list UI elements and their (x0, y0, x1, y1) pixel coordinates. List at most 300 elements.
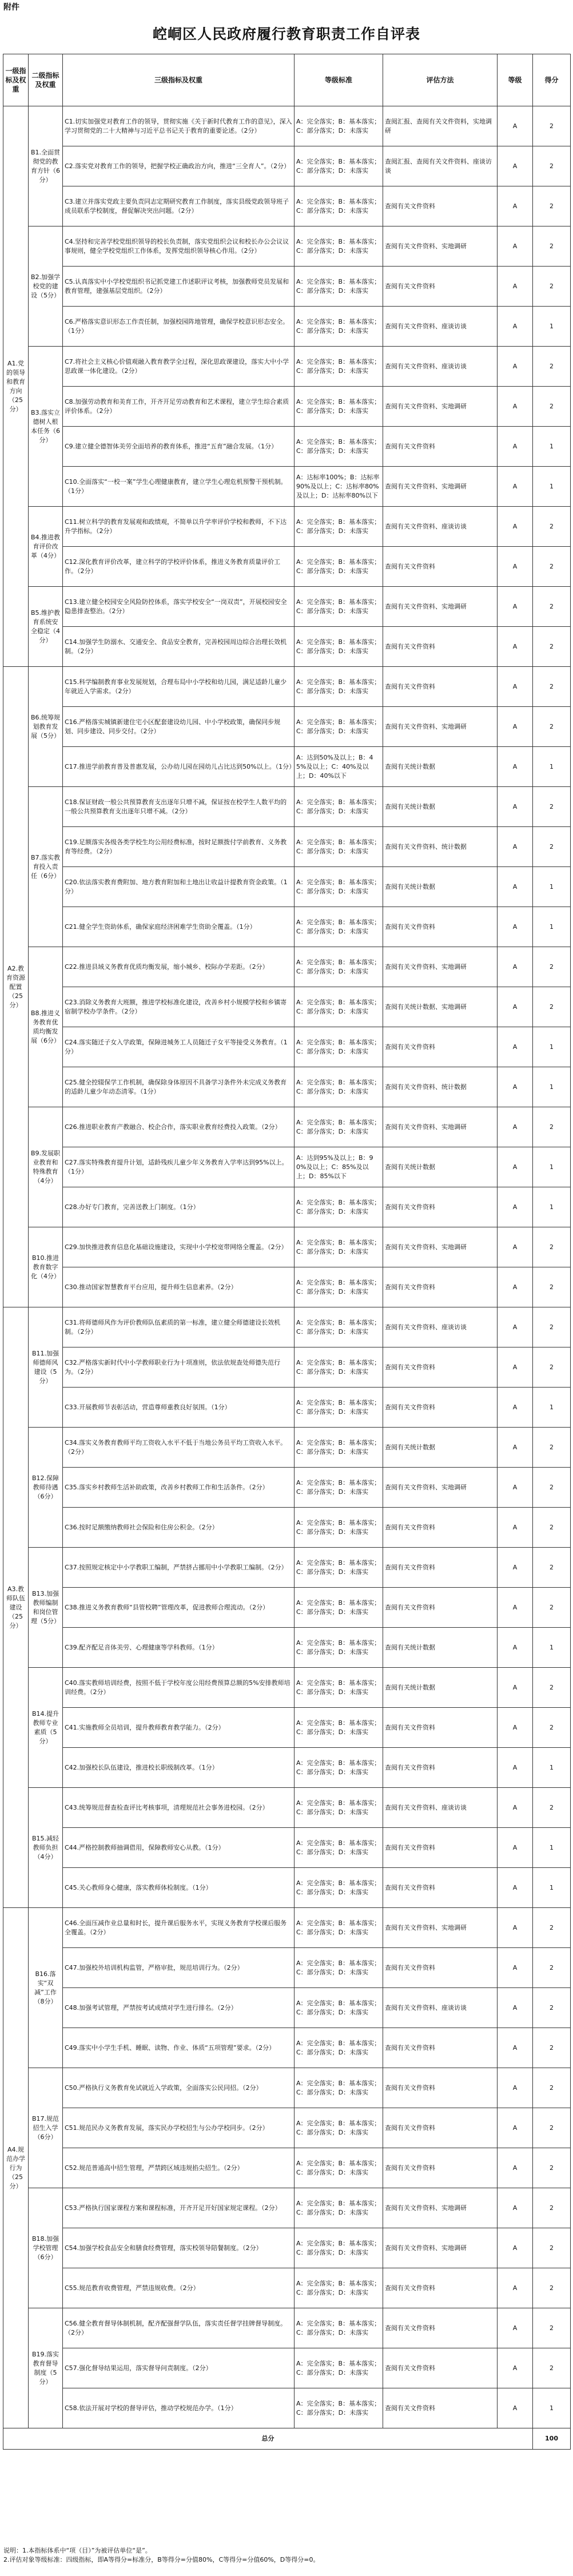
grade-standard: A：完全落实；B：基本落实；C：部分落实；D：未落实 (295, 587, 383, 627)
score-value: 2 (533, 186, 571, 226)
evaluation-method: 查阅有关文件资料 (383, 1187, 498, 1227)
grade-standard: A：完全落实；B：基本落实；C：部分落实；D：未落实 (295, 1908, 383, 1948)
score-value: 2 (533, 2348, 571, 2388)
grade-value: A (498, 427, 533, 467)
grade-standard: A：完全落实；B：基本落实；C：部分落实；D：未落实 (295, 1588, 383, 1628)
level3-indicator: C48.加强考试管理，严禁按考试成绩对学生进行排名。（2分） (63, 1988, 295, 2028)
table-row (3, 387, 571, 427)
level3-indicator: C29.加快推进教育信息化基础设施建设，实现中小学校宽带网络全覆盖。（2分） (63, 1227, 295, 1267)
level3-indicator: C37.按照规定核定中小学教职工编制，严禁挤占挪用中小学教职工编制。（2分） (63, 1548, 295, 1588)
grade-value: A (498, 186, 533, 226)
score-value: 2 (533, 226, 571, 267)
table-row (3, 1428, 571, 1468)
table-row (3, 1548, 571, 1588)
level2-indicator: B5.维护教育系统安全稳定（4分） (29, 587, 63, 667)
grade-value: A (498, 947, 533, 987)
evaluation-method: 查阅有关文件资料、实地调研 (383, 226, 498, 267)
level3-indicator: C10.全面落实“一校一案”学生心理健康教育，建立学生心理危机预警干预机制。（1分） (63, 467, 295, 507)
evaluation-method: 查阅有关统计数据 (383, 867, 498, 907)
page-title: 崆峒区人民政府履行教育职责工作自评表 (152, 26, 420, 42)
level3-indicator: C20.依法落实教育费附加、地方教育附加和土地出让收益计提教育资金政策。（1分） (63, 867, 295, 907)
level3-indicator: C6.严格落实意识形态工作责任制，加强校园阵地管理，确保学校意识形态安全。（1分） (63, 307, 295, 347)
score-value: 2 (533, 1468, 571, 1508)
grade-standard: A：完全落实；B：基本落实；C：部分落实；D：未落实 (295, 1067, 383, 1107)
grade-standard: A：完全落实；B：基本落实；C：部分落实；D：未落实 (295, 1027, 383, 1067)
table-row (3, 1388, 571, 1428)
level3-indicator: C1.切实加强党对教育工作的领导，贯彻实施《关于新时代教育工作的意见》，深入学习贯彻党的二十大精神与习近平总书记关于教育的重要论述。（2分） (63, 106, 295, 146)
level2-indicator: B13.加强教师编制和岗位管理（5分） (29, 1548, 63, 1668)
evaluation-method: 查阅有关文件资料 (383, 2028, 498, 2068)
grade-value: A (498, 1307, 533, 1347)
level2-indicator: B6.统筹规划教育发展（5分） (29, 667, 63, 787)
evaluation-method: 查阅有关文件资料、统计数据 (383, 1067, 498, 1107)
evaluation-method: 查阅有关统计数据 (383, 787, 498, 827)
table-row (3, 2028, 571, 2068)
score-value: 1 (533, 1388, 571, 1428)
table-row (3, 2108, 571, 2148)
evaluation-method: 查阅有关文件资料 (383, 1748, 498, 1788)
grade-value: A (498, 1388, 533, 1428)
level3-indicator: C27.落实特殊教育提升计划，适龄残疾儿童少年义务教育入学率达到95%以上。（1分） (63, 1147, 295, 1187)
grade-standard: A：完全落实；B：基本落实；C：部分落实；D：未落实 (295, 1668, 383, 1708)
grade-value: A (498, 907, 533, 947)
evaluation-method: 查阅有关文件资料 (383, 1828, 498, 1868)
score-value: 2 (533, 1267, 571, 1307)
grade-value: A (498, 387, 533, 427)
table-row (3, 747, 571, 787)
score-value: 2 (533, 1347, 571, 1388)
grade-value: A (498, 1187, 533, 1227)
evaluation-method: 查阅有关文件资料 (383, 427, 498, 467)
evaluation-method: 查阅汇报、查阅有关文件资料、座谈访谈 (383, 146, 498, 186)
level3-indicator: C35.落实乡村教师生活补助政策，改善乡村教师工作和生活条件。（2分） (63, 1468, 295, 1508)
level3-indicator: C39.配齐配足音体美劳、心理健康等学科教师。（1分） (63, 1628, 295, 1668)
col-header-level2: 二级指标及权重 (29, 54, 63, 106)
grade-standard: A：完全落实；B：基本落实；C：部分落实；D：未落实 (295, 2268, 383, 2308)
level2-indicator: B4.推进教育评价改革（4分） (29, 507, 63, 587)
evaluation-table-wrapper (3, 54, 570, 2450)
col-header-standard: 等级标准 (295, 54, 383, 106)
grade-standard: A：完全落实；B：基本落实；C：部分落实；D：未落实 (295, 1428, 383, 1468)
grade-value: A (498, 1828, 533, 1868)
grade-value: A (498, 1267, 533, 1307)
level3-indicator: C4.坚持和完善学校党组织领导的校长负责制，落实党组织会议和校长办公会议议事规则，健全学校党组织工作体系，发挥党组织领导核心作用。（2分） (63, 226, 295, 267)
table-row (3, 707, 571, 747)
level3-indicator: C30.推动国家智慧教育平台应用，提升师生信息素养。（2分） (63, 1267, 295, 1307)
grade-standard: A：完全落实；B：基本落实；C：部分落实；D：未落实 (295, 2228, 383, 2268)
evaluation-method: 查阅有关文件资料、座谈访谈 (383, 1307, 498, 1347)
grade-standard: A：完全落实；B：基本落实；C：部分落实；D：未落实 (295, 106, 383, 146)
evaluation-method: 查阅有关文件资料、实地调研 (383, 2228, 498, 2268)
level3-indicator: C56.健全教育督导体制机制，配齐配强督学队伍，落实责任督学挂牌督导制度。（2分） (63, 2308, 295, 2348)
level1-indicator: A2.教育资源配置（25分） (3, 667, 29, 1307)
evaluation-method: 查阅有关文件资料 (383, 1588, 498, 1628)
grade-value: A (498, 747, 533, 787)
table-row (3, 1147, 571, 1187)
table-row (3, 2308, 571, 2348)
table-row (3, 347, 571, 387)
grade-value: A (498, 2268, 533, 2308)
grade-value: A (498, 1748, 533, 1788)
evaluation-method: 查阅有关文件资料 (383, 2148, 498, 2188)
table-row (3, 307, 571, 347)
level3-indicator: C28.办好专门教育，完善送教上门制度。（1分） (63, 1187, 295, 1227)
grade-standard: A：完全落实；B：基本落实；C：部分落实；D：未落实 (295, 186, 383, 226)
level3-indicator: C24.落实随迁子女入学政策，保障进城务工人员随迁子女平等接受义务教育。（1分） (63, 1027, 295, 1067)
score-value: 2 (533, 1668, 571, 1708)
level3-indicator: C46.全面压减作业总量和时长，提升课后服务水平，实现义务教育学校课后服务全覆盖。（2分） (63, 1908, 295, 1948)
level3-indicator: C52.规范普通高中招生管理，严禁跨区域违规掐尖招生。（2分） (63, 2148, 295, 2188)
grade-standard: A：完全落实；B：基本落实；C：部分落实；D：未落实 (295, 2028, 383, 2068)
grade-standard: A：达到50%及以上；B：45%及以上；C：40%及以上；D：40%以下 (295, 747, 383, 787)
level3-indicator: C13.建立健全校园安全风险防控体系，落实学校安全“一岗双责”，开展校园安全隐患排查整治。（2分） (63, 587, 295, 627)
level3-indicator: C45.关心教师身心健康，落实教师体检制度。（1分） (63, 1868, 295, 1908)
grade-value: A (498, 1868, 533, 1908)
evaluation-method: 查阅有关文件资料、实地调研 (383, 707, 498, 747)
evaluation-method: 查阅有关文件资料 (383, 267, 498, 307)
note-line: 说明：1.本指标体系中“项（目）”为被评估单位“是”。 (3, 2547, 152, 2554)
score-value: 1 (533, 867, 571, 907)
grade-standard: A：完全落实；B：基本落实；C：部分落实；D：未落实 (295, 1468, 383, 1508)
grade-value: A (498, 787, 533, 827)
score-value: 2 (533, 1107, 571, 1147)
evaluation-method: 查阅有关文件资料 (383, 2388, 498, 2428)
level3-indicator: C57.强化督导结果运用，落实督导问责制度。（2分） (63, 2348, 295, 2388)
grade-value: A (498, 1788, 533, 1828)
score-value: 2 (533, 1788, 571, 1828)
level2-indicator: B14.提升教师专业素质（5分） (29, 1668, 63, 1788)
grade-standard: A：完全落实；B：基本落实；C：部分落实；D：未落实 (295, 2148, 383, 2188)
score-value: 2 (533, 1508, 571, 1548)
table-row (3, 2068, 571, 2108)
evaluation-method: 查阅有关文件资料 (383, 2348, 498, 2388)
level2-indicator: B16.落实“双减”工作（8分） (29, 1908, 63, 2068)
evaluation-method: 查阅有关文件资料 (383, 1027, 498, 1067)
table-row (3, 1868, 571, 1908)
level2-indicator: B15.减轻教师负担（4分） (29, 1788, 63, 1908)
level2-indicator: B18.加强学校管理（6分） (29, 2188, 63, 2308)
evaluation-method: 查阅有关文件资料、实地调研 (383, 2188, 498, 2228)
score-value: 1 (533, 1147, 571, 1187)
grade-value: A (498, 307, 533, 347)
score-value: 1 (533, 1828, 571, 1868)
level3-indicator: C17.推进学前教育普及普惠发展，公办幼儿园在园幼儿占比达到50%以上。（1分） (63, 747, 295, 787)
grade-value: A (498, 2388, 533, 2428)
level3-indicator: C22.推进县域义务教育优质均衡发展，缩小城乡、校际办学差距。（2分） (63, 947, 295, 987)
level1-indicator: A4.规范办学行为（25分） (3, 1908, 29, 2428)
grade-value: A (498, 707, 533, 747)
grade-standard: A：完全落实；B：基本落实；C：部分落实；D：未落实 (295, 707, 383, 747)
table-row (3, 2228, 571, 2268)
table-row (3, 1908, 571, 1948)
evaluation-method: 查阅有关统计数据 (383, 1668, 498, 1708)
evaluation-method: 查阅有关文件资料 (383, 1868, 498, 1908)
table-row (3, 787, 571, 827)
grade-value: A (498, 1588, 533, 1628)
table-row (3, 1588, 571, 1628)
table-row (3, 1067, 571, 1107)
level3-indicator: C25.健全控辍保学工作机制，确保除身体原因不具备学习条件外未完成义务教育的适龄儿童少年动态清零。（1分） (63, 1067, 295, 1107)
grade-value: A (498, 587, 533, 627)
grade-value: A (498, 827, 533, 867)
evaluation-method: 查阅有关文件资料、座谈访谈 (383, 1988, 498, 2028)
score-value: 1 (533, 747, 571, 787)
score-value: 2 (533, 387, 571, 427)
score-value: 2 (533, 507, 571, 547)
level3-indicator: C47.加强校外培训机构监管，严格审批，规范培训行为。（2分） (63, 1948, 295, 1988)
grade-standard: A：完全落实；B：基本落实；C：部分落实；D：未落实 (295, 1988, 383, 2028)
grade-value: A (498, 2188, 533, 2228)
score-value: 1 (533, 2388, 571, 2428)
score-value: 2 (533, 1227, 571, 1267)
level3-indicator: C50.严格执行义务教育免试就近入学政策，全面落实公民同招。（2分） (63, 2068, 295, 2108)
level3-indicator: C5.认真落实中小学校党组织书记抓党建工作述职评议考核，加强教师党员发展和教育管理，建强基层党组织。（2分） (63, 267, 295, 307)
grade-standard: A：完全落实；B：基本落实；C：部分落实；D：未落实 (295, 1708, 383, 1748)
grade-standard: A：完全落实；B：基本落实；C：部分落实；D：未落实 (295, 1868, 383, 1908)
table-row (3, 1227, 571, 1267)
score-value: 2 (533, 2228, 571, 2268)
table-row (3, 2148, 571, 2188)
level3-indicator: C54.加强学校食品安全和膳食经费管理，落实校领导陪餐制度。（2分） (63, 2228, 295, 2268)
score-value: 1 (533, 467, 571, 507)
score-value: 2 (533, 947, 571, 987)
level3-indicator: C19.足额落实各级各类学校生均公用经费标准，按时足额拨付学前教育、义务教育等经费。（2分） (63, 827, 295, 867)
grade-value: A (498, 1107, 533, 1147)
level3-indicator: C38.推进义务教育教师“县管校聘”管理改革，促进教师合理流动。（2分） (63, 1588, 295, 1628)
grade-standard: A：完全落实；B：基本落实；C：部分落实；D：未落实 (295, 867, 383, 907)
score-value: 2 (533, 1428, 571, 1468)
evaluation-method: 查阅汇报、查阅有关文件资料，实地调研 (383, 106, 498, 146)
grade-standard: A：完全落实；B：基本落实；C：部分落实；D：未落实 (295, 507, 383, 547)
score-value: 2 (533, 1548, 571, 1588)
grade-standard: A：完全落实；B：基本落实；C：部分落实；D：未落实 (295, 1628, 383, 1668)
grade-standard: A：完全落实；B：基本落实；C：部分落实；D：未落实 (295, 1828, 383, 1868)
level3-indicator: C12.深化教育评价改革，建立科学的学校评价体系，推进义务教育质量评价工作。（2分） (63, 547, 295, 587)
grade-value: A (498, 667, 533, 707)
table-row (3, 1508, 571, 1548)
score-value: 1 (533, 307, 571, 347)
table-row (3, 1307, 571, 1347)
evaluation-method: 查阅有关文件资料 (383, 1708, 498, 1748)
level3-indicator: C31.将师德师风作为评价教师队伍素质的第一标准，建立健全师德建设长效机制。（2分） (63, 1307, 295, 1347)
grade-standard: A：完全落实；B：基本落实；C：部分落实；D：未落实 (295, 267, 383, 307)
grade-value: A (498, 2348, 533, 2388)
attachment-label: 附件 (3, 3, 19, 12)
grade-value: A (498, 2068, 533, 2108)
grade-standard: A：完全落实；B：基本落实；C：部分落实；D：未落实 (295, 387, 383, 427)
grade-standard: A：完全落实；B：基本落实；C：部分落实；D：未落实 (295, 627, 383, 667)
grade-standard: A：完全落实；B：基本落实；C：部分落实；D：未落实 (295, 1267, 383, 1307)
score-value: 2 (533, 1908, 571, 1948)
level2-indicator: B11.加强师德师风建设（5分） (29, 1307, 63, 1428)
table-row (3, 1708, 571, 1748)
level2-indicator: B19.落实教育督导制度（5分） (29, 2308, 63, 2428)
total-row (3, 2428, 571, 2450)
score-value: 1 (533, 1067, 571, 1107)
score-value: 2 (533, 2068, 571, 2108)
grade-value: A (498, 1668, 533, 1708)
table-row (3, 467, 571, 507)
level3-indicator: C53.严格执行国家课程方案和课程标准，开齐开足开好国家规定课程。（2分） (63, 2188, 295, 2228)
grade-value: A (498, 347, 533, 387)
table-row (3, 1988, 571, 2028)
grade-value: A (498, 547, 533, 587)
level2-indicator: B3.落实立德树人根本任务（6分） (29, 347, 63, 507)
table-row (3, 1468, 571, 1508)
level3-indicator: C9.建立健全德智体美劳全面培养的教育体系，推进“五育”融合发展。（1分） (63, 427, 295, 467)
table-row (3, 1027, 571, 1067)
grade-value: A (498, 106, 533, 146)
table-row (3, 427, 571, 467)
score-value: 1 (533, 1027, 571, 1067)
col-header-method: 评估方法 (383, 54, 498, 106)
level3-indicator: C33.开展教师节表彰活动，营造尊师重教良好氛围。（1分） (63, 1388, 295, 1428)
table-row (3, 827, 571, 867)
table-row (3, 1668, 571, 1708)
level2-indicator: B12.保障教师待遇（6分） (29, 1428, 63, 1548)
table-row (3, 667, 571, 707)
level2-indicator: B2.加强学校党的建设（5分） (29, 226, 63, 347)
level3-indicator: C14.加强学生防溺水、交通安全、食品安全教育，完善校园周边综合治理长效机制。（2分） (63, 627, 295, 667)
level1-indicator: A1.党的领导和教育方向（25分） (3, 106, 29, 667)
grade-standard: A：完全落实；B：基本落实；C：部分落实；D：未落实 (295, 1227, 383, 1267)
score-value: 2 (533, 267, 571, 307)
table-row (3, 1347, 571, 1388)
evaluation-method: 查阅有关文件资料 (383, 547, 498, 587)
table-row (3, 907, 571, 947)
grade-standard: A：完全落实；B：基本落实；C：部分落实；D：未落实 (295, 987, 383, 1027)
score-value: 2 (533, 1588, 571, 1628)
evaluation-method: 查阅有关统计数据 (383, 747, 498, 787)
score-value: 2 (533, 106, 571, 146)
level2-indicator: B8.推进义务教育优质均衡发展（6分） (29, 947, 63, 1107)
score-value: 2 (533, 827, 571, 867)
table-row (3, 547, 571, 587)
evaluation-method: 查阅有关文件资料 (383, 1267, 498, 1307)
grade-value: A (498, 267, 533, 307)
level3-indicator: C26.推进职业教育产教融合、校企合作，落实职业教育经费投入政策。（2分） (63, 1107, 295, 1147)
grade-value: A (498, 467, 533, 507)
score-value: 1 (533, 1187, 571, 1227)
col-header-grade: 等级 (498, 54, 533, 106)
table-row (3, 1628, 571, 1668)
table-row (3, 1267, 571, 1307)
table-row (3, 1828, 571, 1868)
evaluation-method: 查阅有关文件资料 (383, 1347, 498, 1388)
score-value: 2 (533, 1307, 571, 1347)
table-row (3, 1187, 571, 1227)
table-row (3, 987, 571, 1027)
grade-value: A (498, 1908, 533, 1948)
level3-indicator: C36.按时足额缴纳教师社会保险和住房公积金。（2分） (63, 1508, 295, 1548)
grade-standard: A：完全落实；B：基本落实；C：部分落实；D：未落实 (295, 547, 383, 587)
level3-indicator: C8.加强劳动教育和美育工作，开齐开足劳动教育和艺术课程，建立学生综合素质评价体系。（2分） (63, 387, 295, 427)
grade-standard: A：完全落实；B：基本落实；C：部分落实；D：未落实 (295, 1347, 383, 1388)
grade-value: A (498, 627, 533, 667)
score-value: 1 (533, 1628, 571, 1668)
level3-indicator: C40.落实教师培训经费，按照不低于学校年度公用经费预算总额的5%安排教师培训经费。（2分） (63, 1668, 295, 1708)
evaluation-method: 查阅有关文件资料 (383, 2068, 498, 2108)
level3-indicator: C23.消除义务教育大班额，推进学校标准化建设，改善乡村小规模学校和乡镇寄宿制学校办学条件。（2分） (63, 987, 295, 1027)
evaluation-method: 查阅有关文件资料 (383, 1548, 498, 1588)
evaluation-method: 查阅有关文件资料、座谈访谈 (383, 307, 498, 347)
grade-standard: A：完全落实；B：基本落实；C：部分落实；D：未落实 (295, 1388, 383, 1428)
grade-standard: A：完全落实；B：基本落实；C：部分落实；D：未落实 (295, 1187, 383, 1227)
level2-indicator: B17.规范招生入学（6分） (29, 2068, 63, 2188)
evaluation-method: 查阅有关文件资料 (383, 2268, 498, 2308)
grade-standard: A：完全落实；B：基本落实；C：部分落实；D：未落实 (295, 347, 383, 387)
grade-value: A (498, 1988, 533, 2028)
grade-value: A (498, 1067, 533, 1107)
table-row (3, 2388, 571, 2428)
score-value: 2 (533, 667, 571, 707)
table-row (3, 627, 571, 667)
evaluation-method: 查阅有关文件资料、实地调研 (383, 467, 498, 507)
score-value: 2 (533, 1988, 571, 2028)
grade-value: A (498, 2108, 533, 2148)
grade-standard: A：完全落实；B：基本落实；C：部分落实；D：未落实 (295, 2308, 383, 2348)
grade-standard: A：完全落实；B：基本落实；C：部分落实；D：未落实 (295, 1548, 383, 1588)
evaluation-method: 查阅有关文件资料、实地调研 (383, 1908, 498, 1948)
evaluation-method: 查阅有关文件资料、统计数据 (383, 827, 498, 867)
grade-standard: A：完全落实；B：基本落实；C：部分落实；D：未落实 (295, 2068, 383, 2108)
table-row (3, 587, 571, 627)
table-body (3, 106, 571, 2428)
grade-value: A (498, 1948, 533, 1988)
evaluation-method: 查阅有关文件资料 (383, 1388, 498, 1428)
evaluation-method: 查阅有关文件资料、座谈访谈 (383, 507, 498, 547)
level3-indicator: C18.保证财政一般公共预算教育支出逐年只增不减，保证按在校学生人数平均的一般公共预算教育支出逐年只增不减。（2分） (63, 787, 295, 827)
score-value: 2 (533, 787, 571, 827)
level3-indicator: C34.落实义务教育教师平均工资收入水平不低于当地公务员平均工资收入水平。（2分） (63, 1428, 295, 1468)
table-row (3, 1107, 571, 1147)
table-row (3, 2348, 571, 2388)
table-row (3, 507, 571, 547)
evaluation-method: 查阅有关统计数据、实地调研 (383, 987, 498, 1027)
level3-indicator: C42.加强校长队伍建设，推进校长职级制改革。（1分） (63, 1748, 295, 1788)
grade-standard: A：完全落实；B：基本落实；C：部分落实；D：未落实 (295, 947, 383, 987)
score-value: 2 (533, 2308, 571, 2348)
evaluation-method: 查阅有关文件资料 (383, 627, 498, 667)
level3-indicator: C21.健全学生资助体系，确保家庭经济困难学生资助全覆盖。（1分） (63, 907, 295, 947)
evaluation-method: 查阅有关文件资料、座谈访谈 (383, 1788, 498, 1828)
grade-standard: A：完全落实；B：基本落实；C：部分落实；D：未落实 (295, 2388, 383, 2428)
score-value: 2 (533, 2148, 571, 2188)
table-header-row (3, 54, 571, 106)
score-value: 2 (533, 2268, 571, 2308)
grade-value: A (498, 1508, 533, 1548)
grade-value: A (498, 1708, 533, 1748)
evaluation-method: 查阅有关统计数据 (383, 1428, 498, 1468)
col-header-score: 得分 (533, 54, 571, 106)
grade-value: A (498, 2228, 533, 2268)
evaluation-method: 查阅有关文件资料 (383, 2308, 498, 2348)
grade-value: A (498, 1227, 533, 1267)
grade-standard: A：完全落实；B：基本落实；C：部分落实；D：未落实 (295, 1788, 383, 1828)
score-value: 2 (533, 146, 571, 186)
evaluation-method: 查阅有关文件资料 (383, 1948, 498, 1988)
evaluation-method: 查阅有关统计数据 (383, 1147, 498, 1187)
total-score: 100 (533, 2428, 571, 2450)
evaluation-method: 查阅有关文件资料 (383, 667, 498, 707)
level3-indicator: C7.将社会主义核心价值观融入教育教学全过程，深化思政课建设，落实大中小学思政课一体化建设。（2分） (63, 347, 295, 387)
table-row (3, 1748, 571, 1788)
evaluation-method: 查阅有关文件资料、实地调研 (383, 1107, 498, 1147)
col-header-level1: 一级指标及权重 (3, 54, 29, 106)
grade-value: A (498, 2308, 533, 2348)
grade-value: A (498, 1628, 533, 1668)
level3-indicator: C44.严格控制教师抽调借用，保障教师安心从教。（1分） (63, 1828, 295, 1868)
